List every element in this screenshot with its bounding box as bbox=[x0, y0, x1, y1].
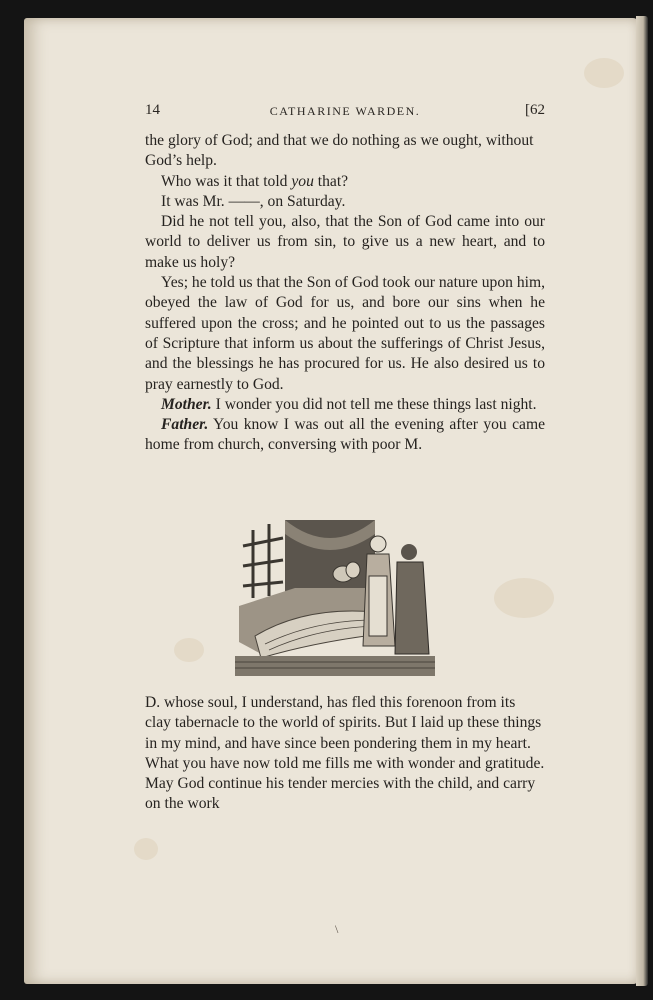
running-title: CATHARINE WARDEN. bbox=[269, 104, 421, 118]
running-header bbox=[145, 102, 545, 124]
paragraph: It was Mr. ——, on Saturday. bbox=[161, 192, 346, 210]
stain bbox=[494, 578, 554, 618]
body-text-top bbox=[145, 131, 545, 456]
speaker-label: Father. bbox=[161, 416, 209, 434]
woodcut-illustration bbox=[235, 516, 435, 676]
paragraph: Who was it that told you that? bbox=[161, 172, 349, 190]
catchword: \ bbox=[335, 922, 339, 936]
page-number: 14 bbox=[145, 102, 160, 118]
body-text-bottom bbox=[145, 693, 545, 815]
paragraph: the glory of God; and that we do nothing as we ought, without God’s help. bbox=[145, 132, 534, 170]
speaker-label: Mother. bbox=[161, 395, 212, 413]
signature-mark: [62 bbox=[525, 102, 545, 118]
stain bbox=[584, 58, 624, 88]
stain bbox=[134, 838, 158, 860]
paragraph: D. whose soul, I understand, has fled this forenoon from its clay tabernacle to the world of spirits. But I laid up these things in my mind, and have since been pondering them in my heart. What you have now told me fills me with wonder and gratitude. May God continue his tender mercies with the child, and carry on the work bbox=[145, 694, 545, 813]
paragraph: Yes; he told us that the Son of God took our nature upon him, obeyed the law of God for us, and bore our sins when he suffered upon the cross; and he pointed out to us the passages of Scripture that inform us about the sufferings of Christ Jesus, and the blessings he has procured for us. He also desired us to pray earnestly to God. bbox=[145, 274, 545, 393]
speech-mother: Mother. I wonder you did not tell me these things last night. bbox=[161, 395, 537, 413]
speech-father: Father. You know I was out all the evening after you came home from church, conversing with poor M. bbox=[145, 416, 545, 454]
paragraph: Did he not tell you, also, that the Son of God came into our world to deliver us from sin, to give us a new heart, and to make us holy? bbox=[145, 213, 545, 271]
stain bbox=[174, 638, 204, 662]
